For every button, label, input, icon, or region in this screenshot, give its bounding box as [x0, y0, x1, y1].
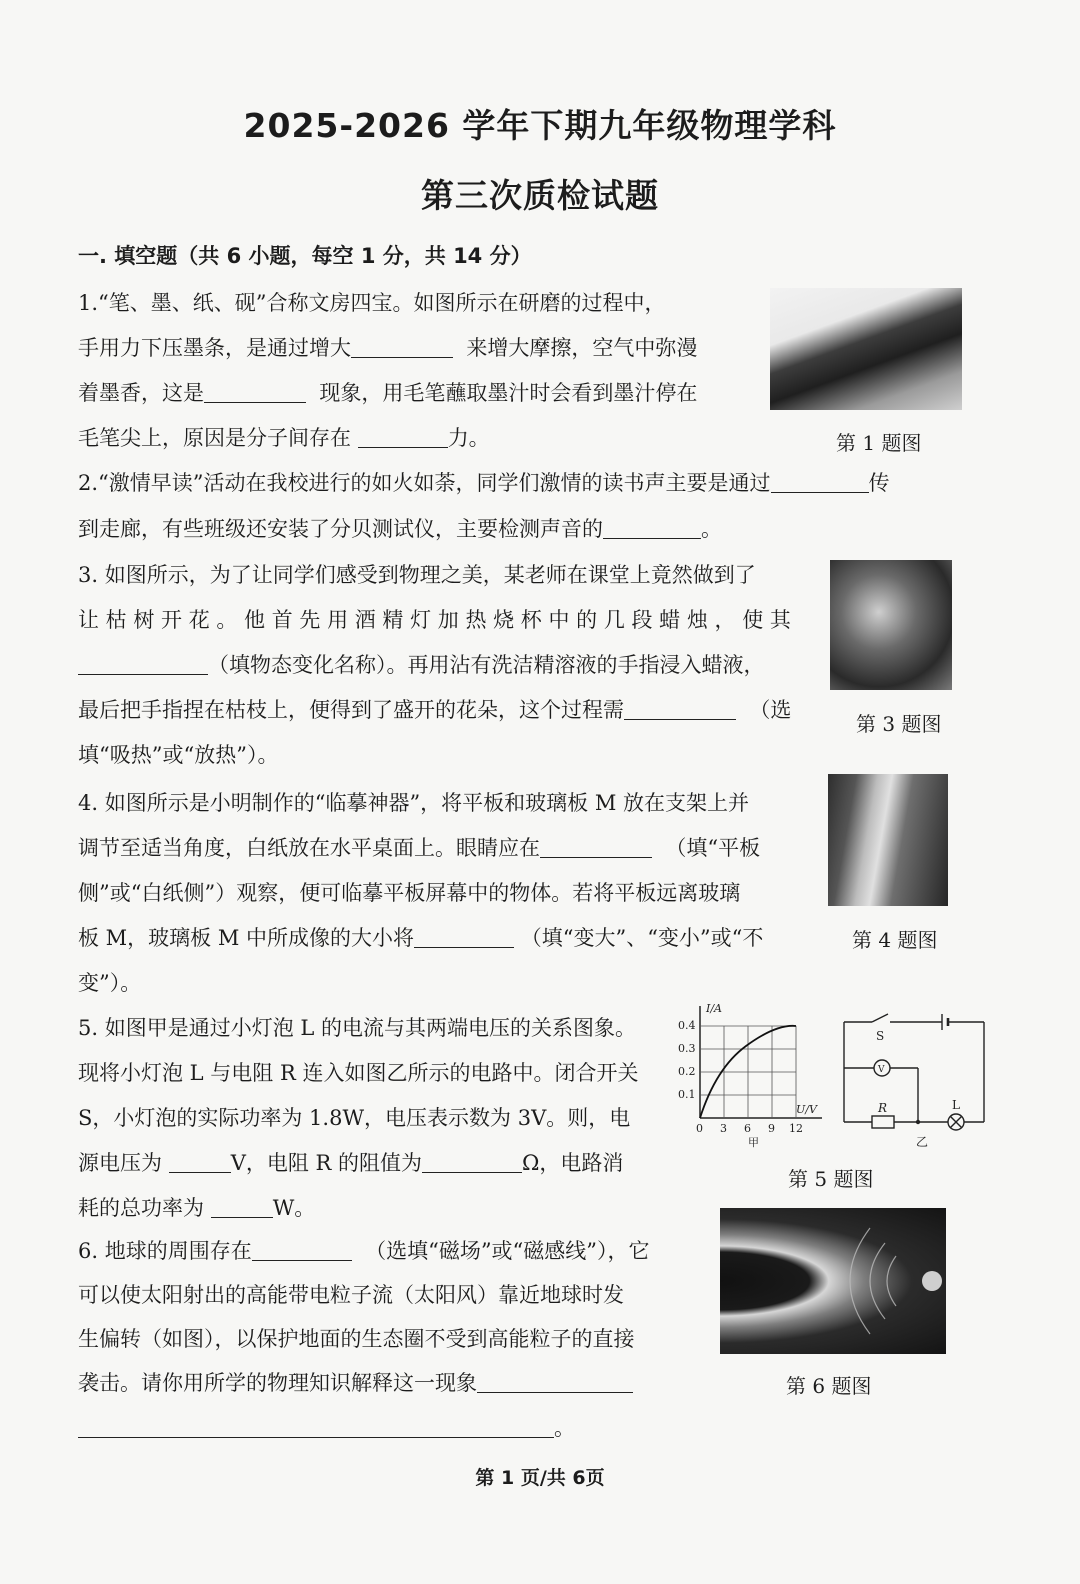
q3-line-2: 让 枯 树 开 花 。 他 首 先 用 酒 精 灯 加 热 烧 杯 中 的 几 段 蜡 烛 ， 使 其 [78, 608, 791, 632]
q1-text-4b: 力。 [447, 426, 490, 450]
q6-line-4 [78, 1368, 633, 1398]
y-tick-0.3: 0.3 [678, 1042, 696, 1055]
q2-text-1a: 2.“激情早读”活动在我校进行的如火如荼，同学们激情的读书声主要是通过 [78, 471, 771, 495]
q4-blank-2[interactable] [414, 927, 514, 948]
q3-line-5: 填“吸热”或“放热”）。 [78, 743, 279, 767]
q5-blank-3[interactable] [211, 1197, 273, 1218]
q5-blank-1[interactable] [169, 1152, 231, 1173]
q1-line-2 [78, 333, 697, 363]
q1-text-2a: 手用力下压墨条，是通过增大 [78, 336, 351, 360]
q6-blank-1[interactable] [252, 1240, 352, 1261]
q3-blank-2[interactable] [624, 699, 736, 720]
resistor-r [872, 1116, 894, 1128]
q5-blank-2[interactable] [422, 1152, 522, 1173]
q4-text-4a: 板 M，玻璃板 M 中所成像的大小将 [78, 926, 415, 950]
x-tick-12: 12 [789, 1122, 803, 1135]
circuit-label-yi: 乙 [916, 1135, 929, 1149]
q5-line-1: 5. 如图甲是通过小灯泡 L 的电流与其两端电压的关系图象。 [78, 1016, 637, 1040]
q2-blank-1[interactable] [771, 472, 869, 493]
q4-line-5: 变”）。 [78, 971, 142, 995]
q2-line-1 [78, 468, 890, 498]
q5-text-4c: Ω，电路消 [522, 1151, 624, 1175]
q5-line-3: S，小灯泡的实际功率为 1.8W，电压表示数为 3V。则，电 [78, 1106, 631, 1130]
q5-text-5a: 耗的总功率为 [78, 1196, 204, 1220]
q1-text-3b: 现象，用毛笔蘸取墨汁时会看到墨汁停在 [319, 381, 698, 405]
q1-caption: 第 1 题图 [836, 431, 922, 455]
q2-text-2a: 到走廊，有些班级还安装了分贝测试仪，主要检测声音的 [78, 517, 603, 541]
y-tick-0.1: 0.1 [678, 1088, 696, 1101]
q3-text-4b: （选 [749, 698, 792, 722]
q4-caption: 第 4 题图 [852, 928, 938, 952]
q6-line-5 [78, 1413, 575, 1443]
q6-text-1a: 6. 地球的周围存在 [78, 1239, 252, 1263]
q5-line-2: 现将小灯泡 L 与电阻 R 连入如图乙所示的电路中。闭合开关 [78, 1061, 639, 1085]
q6-text-5b: 。 [554, 1416, 575, 1440]
q5-text-4b: V，电阻 R 的阻值为 [230, 1151, 423, 1175]
q5-text-4a: 源电压为 [78, 1151, 162, 1175]
x-tick-9: 9 [768, 1122, 775, 1135]
q6-text-1b: （选填“磁场”或“磁感线”），它 [365, 1239, 650, 1263]
y-tick-0.2: 0.2 [678, 1065, 696, 1078]
q4-text-2b: （填“平板 [665, 836, 761, 860]
q6-solar-wind-photo [720, 1208, 946, 1354]
q1-text-4a: 毛笔尖上，原因是分子间存在 [78, 426, 351, 450]
exam-subtitle: 第三次质检试题 [421, 176, 659, 215]
q1-blank-2[interactable] [204, 382, 306, 403]
q6-text-4a: 袭击。请你用所学的物理知识解释这一现象 [78, 1371, 477, 1395]
q1-text-3a: 着墨香，这是 [78, 381, 204, 405]
circuit-label-v: V [878, 1065, 885, 1075]
q1-line-3 [78, 378, 697, 408]
graph-y-label: I/A [706, 1002, 722, 1015]
q5-circuit-diagram [836, 1010, 990, 1152]
q2-line-2 [78, 514, 722, 544]
q5-line-4 [78, 1148, 623, 1178]
q1-line-1: 1.“笔、墨、纸、砚”合称文房四宝。如图所示在研磨的过程中， [78, 291, 666, 315]
earth-icon [922, 1271, 942, 1291]
q5-caption: 第 5 题图 [788, 1167, 874, 1191]
y-tick-0.4: 0.4 [678, 1019, 696, 1032]
graph-grid [700, 1026, 796, 1118]
q3-caption: 第 3 题图 [856, 712, 942, 736]
graph-label-jia: 甲 [748, 1136, 759, 1149]
q1-inkstone-photo [770, 288, 962, 410]
q6-blank-3[interactable] [78, 1417, 554, 1438]
q3-text-3b: （填物态变化名称）。再用沾有洗洁精溶液的手指浸入蜡液， [208, 653, 765, 677]
q2-text-2b: 。 [701, 517, 722, 541]
page-number: 第 1 页/共 6页 [475, 1467, 605, 1489]
q1-blank-1[interactable] [351, 337, 453, 358]
q3-line-4 [78, 695, 791, 725]
circuit-label-s: S [876, 1029, 885, 1043]
q5-text-5b: W。 [272, 1196, 316, 1220]
q3-flower-photo [830, 560, 952, 690]
q5-line-5 [78, 1193, 315, 1223]
q4-line-3: 侧”或“白纸侧”）观察，便可临摹平板屏幕中的物体。若将平板远离玻璃 [78, 881, 741, 905]
q2-text-1b: 传 [868, 471, 890, 495]
q2-blank-2[interactable] [603, 518, 701, 539]
q1-line-4 [78, 423, 490, 453]
q4-blank-1[interactable] [540, 837, 652, 858]
q1-blank-3[interactable] [358, 427, 448, 448]
q4-line-4 [78, 923, 763, 953]
q4-tracing-device-photo [828, 774, 948, 906]
q1-text-2b: 来增大摩擦，空气中弥漫 [466, 336, 698, 360]
q6-blank-2[interactable] [477, 1372, 633, 1393]
x-tick-6: 6 [744, 1122, 751, 1135]
graph-x-label: U/V [796, 1103, 817, 1116]
circuit-label-l: L [952, 1098, 960, 1112]
q3-line-3 [78, 650, 765, 680]
circuit-label-r: R [878, 1101, 888, 1115]
earth-magnetosphere-graphic [720, 1208, 946, 1354]
q3-blank-1[interactable] [78, 654, 208, 675]
q6-caption: 第 6 题图 [786, 1374, 872, 1398]
q3-text-4a: 最后把手指捏在枯枝上，便得到了盛开的花朵，这个过程需 [78, 698, 624, 722]
q6-line-3: 生偏转（如图），以保护地面的生态圈不受到高能粒子的直接 [78, 1327, 635, 1351]
q4-line-1: 4. 如图所示是小明制作的“临摹神器”，将平板和玻璃板 M 放在支架上并 [78, 791, 750, 815]
q4-text-2a: 调节至适当角度，白纸放在水平桌面上。眼睛应在 [78, 836, 540, 860]
q6-line-1 [78, 1236, 650, 1266]
q5-iv-graph [676, 998, 826, 1150]
x-tick-0: 0 [696, 1122, 703, 1135]
x-tick-3: 3 [720, 1122, 727, 1135]
q6-line-2: 可以使太阳射出的高能带电粒子流（太阳风）靠近地球时发 [78, 1283, 624, 1307]
q4-line-2 [78, 833, 760, 863]
section-heading: 一. 填空题（共 6 小题，每空 1 分，共 14 分） [78, 244, 532, 268]
exam-title: 2025-2026 学年下期九年级物理学科 [243, 106, 837, 145]
switch-s [872, 1014, 888, 1022]
q3-line-1: 3. 如图所示，为了让同学们感受到物理之美，某老师在课堂上竟然做到了 [78, 563, 756, 587]
q4-text-4b: （填“变大”、“变小”或“不 [520, 926, 764, 950]
